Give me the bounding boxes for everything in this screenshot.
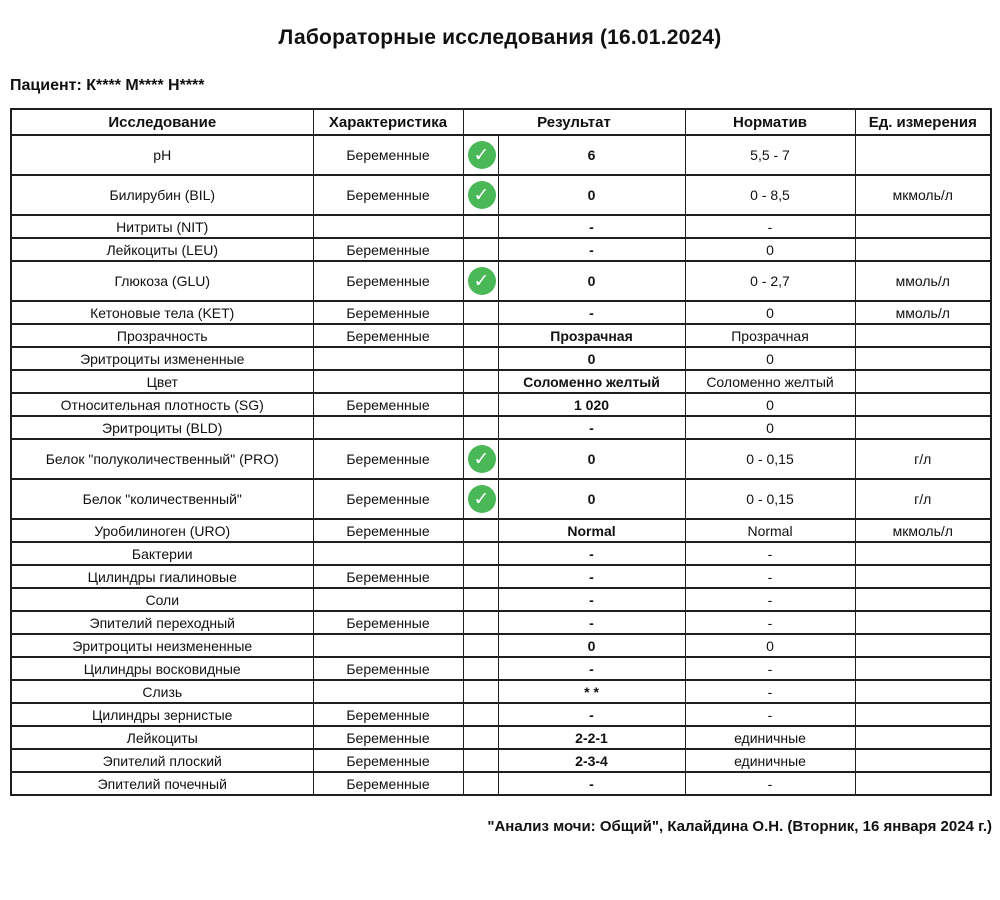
- cell-check-status: [463, 215, 498, 238]
- header-row: [11, 109, 991, 135]
- cell-unit: [855, 749, 991, 772]
- cell-check-status: [463, 749, 498, 772]
- cell-study: Цвет: [11, 370, 313, 393]
- cell-result: -: [498, 703, 685, 726]
- cell-characteristic: Беременные: [313, 135, 463, 175]
- cell-study: Билирубин (BIL): [11, 175, 313, 215]
- cell-norm: 0: [685, 301, 855, 324]
- cell-check-status: [463, 261, 498, 301]
- cell-characteristic: Беременные: [313, 393, 463, 416]
- cell-norm: 0: [685, 634, 855, 657]
- table-row: [11, 657, 991, 680]
- cell-result: 0: [498, 479, 685, 519]
- cell-characteristic: Беременные: [313, 772, 463, 795]
- check-icon: ✓: [468, 485, 496, 513]
- cell-study: Соли: [11, 588, 313, 611]
- cell-study: Цилиндры гиалиновые: [11, 565, 313, 588]
- cell-check-status: [463, 542, 498, 565]
- table-row: [11, 542, 991, 565]
- cell-check-status: [463, 416, 498, 439]
- cell-unit: [855, 347, 991, 370]
- cell-check-status: [463, 611, 498, 634]
- cell-characteristic: Беременные: [313, 749, 463, 772]
- lab-results-table: [10, 108, 992, 796]
- cell-unit: ммоль/л: [855, 301, 991, 324]
- col-header-characteristic: Характеристика: [313, 109, 463, 135]
- table-row: [11, 680, 991, 703]
- cell-study: Эритроциты измененные: [11, 347, 313, 370]
- cell-norm: 0 - 0,15: [685, 439, 855, 479]
- cell-study: Слизь: [11, 680, 313, 703]
- cell-norm: -: [685, 772, 855, 795]
- cell-check-status: [463, 634, 498, 657]
- cell-result: 0: [498, 634, 685, 657]
- cell-check-status: [463, 175, 498, 215]
- cell-result: Normal: [498, 519, 685, 542]
- cell-characteristic: Беременные: [313, 324, 463, 347]
- cell-characteristic: Беременные: [313, 726, 463, 749]
- cell-unit: ммоль/л: [855, 261, 991, 301]
- table-row: [11, 439, 991, 479]
- cell-unit: [855, 611, 991, 634]
- cell-norm: -: [685, 680, 855, 703]
- cell-unit: [855, 416, 991, 439]
- table-row: [11, 749, 991, 772]
- cell-unit: г/л: [855, 479, 991, 519]
- cell-study: Эпителий переходный: [11, 611, 313, 634]
- cell-check-status: [463, 439, 498, 479]
- cell-characteristic: Беременные: [313, 238, 463, 261]
- cell-result: Соломенно желтый: [498, 370, 685, 393]
- check-icon: ✓: [468, 445, 496, 473]
- cell-result: 2-2-1: [498, 726, 685, 749]
- table-row: [11, 215, 991, 238]
- cell-study: Кетоновые тела (KET): [11, 301, 313, 324]
- table-row: [11, 772, 991, 795]
- cell-unit: [855, 772, 991, 795]
- cell-study: Относительная плотность (SG): [11, 393, 313, 416]
- cell-result: 0: [498, 347, 685, 370]
- cell-study: Лейкоциты: [11, 726, 313, 749]
- cell-study: Эпителий плоский: [11, 749, 313, 772]
- cell-check-status: [463, 588, 498, 611]
- cell-result: 1 020: [498, 393, 685, 416]
- cell-result: 0: [498, 175, 685, 215]
- cell-norm: 0 - 0,15: [685, 479, 855, 519]
- col-header-study: Исследование: [11, 109, 313, 135]
- cell-check-status: [463, 324, 498, 347]
- cell-characteristic: [313, 634, 463, 657]
- cell-study: Уробилиноген (URO): [11, 519, 313, 542]
- cell-characteristic: Беременные: [313, 519, 463, 542]
- check-icon: ✓: [468, 141, 496, 169]
- cell-norm: единичные: [685, 726, 855, 749]
- cell-check-status: [463, 519, 498, 542]
- cell-characteristic: [313, 588, 463, 611]
- cell-check-status: [463, 680, 498, 703]
- cell-study: Лейкоциты (LEU): [11, 238, 313, 261]
- col-header-norm: Норматив: [685, 109, 855, 135]
- cell-norm: Прозрачная: [685, 324, 855, 347]
- cell-unit: [855, 726, 991, 749]
- cell-check-status: [463, 772, 498, 795]
- cell-characteristic: Беременные: [313, 611, 463, 634]
- cell-result: * *: [498, 680, 685, 703]
- col-header-unit: Ед. измерения: [855, 109, 991, 135]
- cell-check-status: [463, 393, 498, 416]
- table-row: [11, 611, 991, 634]
- cell-norm: Соломенно желтый: [685, 370, 855, 393]
- cell-characteristic: Беременные: [313, 479, 463, 519]
- cell-study: Цилиндры восковидные: [11, 657, 313, 680]
- cell-characteristic: [313, 370, 463, 393]
- cell-norm: 0: [685, 393, 855, 416]
- cell-unit: г/л: [855, 439, 991, 479]
- cell-norm: 0: [685, 347, 855, 370]
- table-row: [11, 324, 991, 347]
- cell-characteristic: Беременные: [313, 657, 463, 680]
- table-row: [11, 261, 991, 301]
- table-row: [11, 565, 991, 588]
- cell-unit: [855, 565, 991, 588]
- cell-unit: [855, 393, 991, 416]
- cell-unit: мкмоль/л: [855, 175, 991, 215]
- cell-norm: -: [685, 565, 855, 588]
- cell-norm: -: [685, 703, 855, 726]
- cell-result: 0: [498, 439, 685, 479]
- cell-result: 0: [498, 261, 685, 301]
- table-row: [11, 519, 991, 542]
- cell-result: -: [498, 565, 685, 588]
- table-row: [11, 347, 991, 370]
- cell-unit: [855, 370, 991, 393]
- cell-check-status: [463, 347, 498, 370]
- cell-unit: [855, 680, 991, 703]
- cell-check-status: [463, 238, 498, 261]
- cell-study: Белок "количественный": [11, 479, 313, 519]
- cell-norm: -: [685, 542, 855, 565]
- cell-check-status: [463, 565, 498, 588]
- cell-study: Эритроциты (BLD): [11, 416, 313, 439]
- cell-characteristic: [313, 542, 463, 565]
- cell-result: 6: [498, 135, 685, 175]
- cell-norm: единичные: [685, 749, 855, 772]
- cell-unit: [855, 238, 991, 261]
- cell-result: -: [498, 588, 685, 611]
- cell-result: -: [498, 772, 685, 795]
- table-row: [11, 479, 991, 519]
- cell-unit: [855, 542, 991, 565]
- cell-result: -: [498, 215, 685, 238]
- cell-study: Эритроциты неизмененные: [11, 634, 313, 657]
- cell-check-status: [463, 370, 498, 393]
- cell-study: Эпителий почечный: [11, 772, 313, 795]
- cell-unit: мкмоль/л: [855, 519, 991, 542]
- cell-characteristic: Беременные: [313, 301, 463, 324]
- cell-characteristic: [313, 347, 463, 370]
- table-row: [11, 301, 991, 324]
- check-icon: ✓: [468, 267, 496, 295]
- cell-characteristic: [313, 680, 463, 703]
- cell-result: -: [498, 301, 685, 324]
- cell-check-status: [463, 301, 498, 324]
- table-row: [11, 726, 991, 749]
- cell-result: -: [498, 657, 685, 680]
- cell-result: -: [498, 416, 685, 439]
- cell-study: Бактерии: [11, 542, 313, 565]
- cell-study: pH: [11, 135, 313, 175]
- cell-study: Глюкоза (GLU): [11, 261, 313, 301]
- cell-norm: -: [685, 611, 855, 634]
- cell-norm: 0: [685, 416, 855, 439]
- cell-characteristic: Беременные: [313, 439, 463, 479]
- cell-result: -: [498, 238, 685, 261]
- table-row: [11, 703, 991, 726]
- table-row: [11, 238, 991, 261]
- cell-unit: [855, 657, 991, 680]
- cell-norm: -: [685, 657, 855, 680]
- cell-characteristic: [313, 215, 463, 238]
- cell-characteristic: Беременные: [313, 703, 463, 726]
- table-row: [11, 393, 991, 416]
- cell-norm: 5,5 - 7: [685, 135, 855, 175]
- table-row: [11, 135, 991, 175]
- cell-study: Цилиндры зернистые: [11, 703, 313, 726]
- cell-result: -: [498, 542, 685, 565]
- cell-check-status: [463, 703, 498, 726]
- cell-characteristic: Беременные: [313, 175, 463, 215]
- cell-characteristic: [313, 416, 463, 439]
- cell-unit: [855, 634, 991, 657]
- cell-unit: [855, 703, 991, 726]
- cell-norm: 0 - 2,7: [685, 261, 855, 301]
- cell-unit: [855, 135, 991, 175]
- footer-note: "Анализ мочи: Общий", Калайдина О.Н. (Вторник, 16 января 2024 г.): [487, 818, 992, 835]
- table-row: [11, 175, 991, 215]
- cell-check-status: [463, 135, 498, 175]
- cell-result: Прозрачная: [498, 324, 685, 347]
- table-row: [11, 634, 991, 657]
- cell-unit: [855, 588, 991, 611]
- cell-norm: 0 - 8,5: [685, 175, 855, 215]
- cell-result: -: [498, 611, 685, 634]
- cell-norm: Normal: [685, 519, 855, 542]
- cell-characteristic: Беременные: [313, 261, 463, 301]
- cell-result: 2-3-4: [498, 749, 685, 772]
- cell-characteristic: Беременные: [313, 565, 463, 588]
- cell-check-status: [463, 726, 498, 749]
- cell-norm: -: [685, 215, 855, 238]
- cell-unit: [855, 215, 991, 238]
- patient-line: Пациент: К**** М**** Н****: [10, 77, 205, 94]
- cell-norm: 0: [685, 238, 855, 261]
- table-row: [11, 370, 991, 393]
- table-row: [11, 588, 991, 611]
- table-row: [11, 416, 991, 439]
- cell-norm: -: [685, 588, 855, 611]
- cell-study: Белок "полуколичественный" (PRO): [11, 439, 313, 479]
- cell-unit: [855, 324, 991, 347]
- cell-check-status: [463, 479, 498, 519]
- page-title: Лабораторные исследования (16.01.2024): [278, 26, 722, 49]
- check-icon: ✓: [468, 181, 496, 209]
- col-header-result: Результат: [463, 109, 685, 135]
- cell-study: Нитриты (NIT): [11, 215, 313, 238]
- cell-check-status: [463, 657, 498, 680]
- cell-study: Прозрачность: [11, 324, 313, 347]
